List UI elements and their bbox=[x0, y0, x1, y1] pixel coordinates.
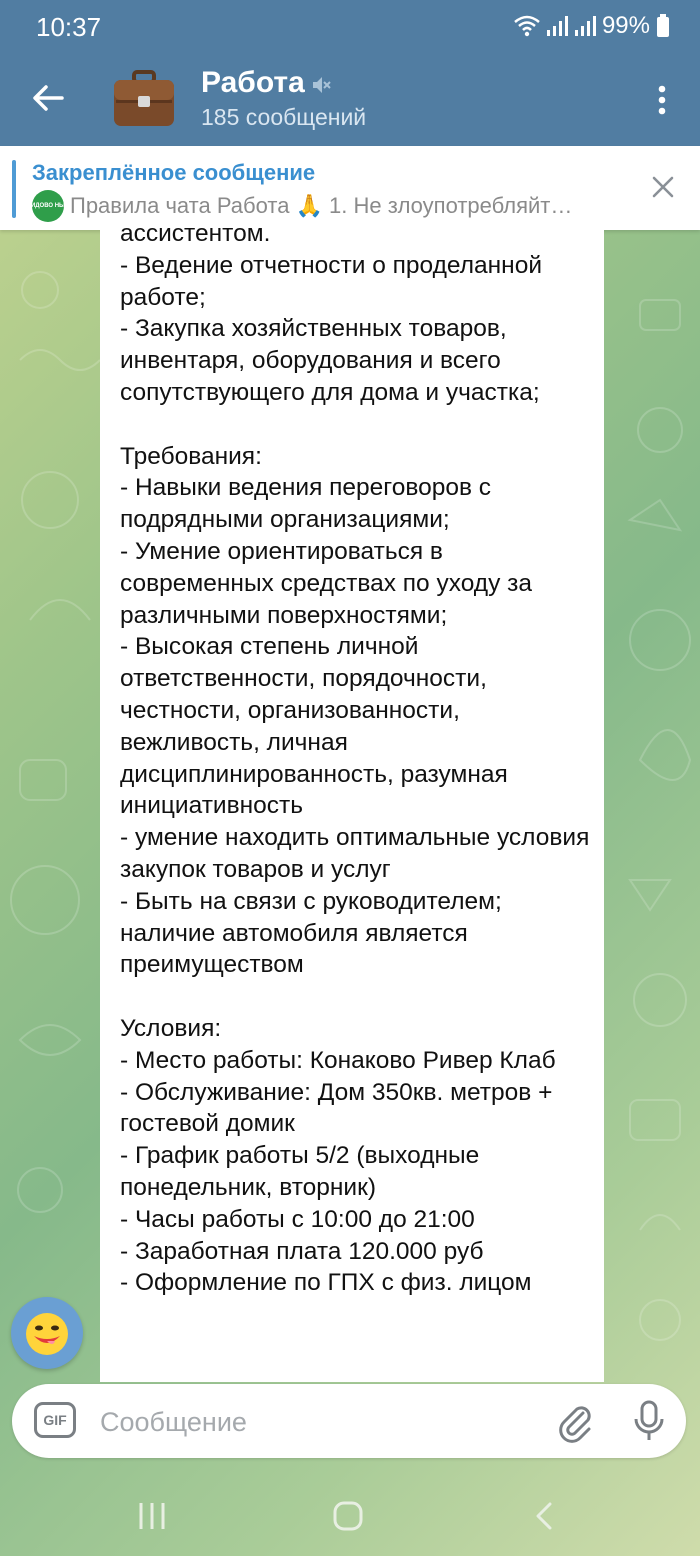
wifi-icon bbox=[514, 15, 540, 37]
signal-icon bbox=[574, 15, 596, 37]
sticker-button[interactable] bbox=[11, 1297, 83, 1369]
pinned-logo: ЗАВИДОВО НЫНЧЕ bbox=[32, 190, 64, 222]
status-icons bbox=[514, 12, 670, 40]
status-time: 10:37 bbox=[36, 12, 102, 42]
back-button[interactable] bbox=[24, 74, 72, 122]
arrow-left-icon bbox=[32, 84, 64, 112]
close-pinned-button[interactable] bbox=[648, 172, 678, 202]
battery-percent: 99% bbox=[601, 12, 650, 39]
message-bubble[interactable] bbox=[100, 220, 604, 1382]
battery-icon bbox=[656, 14, 670, 38]
paperclip-icon bbox=[555, 1401, 595, 1441]
microphone-icon bbox=[633, 1400, 665, 1442]
gif-button[interactable]: GIF bbox=[34, 1402, 76, 1438]
pinned-preview-text: Правила чата Работа 🙏 1. Не злоупотребляйт… bbox=[70, 193, 573, 218]
back-nav-button[interactable] bbox=[514, 1496, 574, 1536]
home-button[interactable] bbox=[318, 1496, 378, 1536]
message-composer bbox=[12, 1384, 686, 1458]
close-icon bbox=[652, 176, 674, 198]
briefcase-icon[interactable] bbox=[110, 66, 178, 134]
message-input[interactable] bbox=[98, 1400, 532, 1444]
chevron-left-icon bbox=[534, 1501, 554, 1531]
message-text: ассистентом. - Ведение отчетности о проделанной работе; - Закупка хозяйственных товаров, инвентаря, оборудования и всего сопутствующего для дома и участка; Требования: - Навыки ведения переговоров с подрядными организациями; - Умение ориентироваться в современных средствах по уходу за различными поверхностями; - Высокая степень личной ответственности, порядочности, честности, организованности, вежливость, личная дисциплинированность, разумная инициативность - умение находить оптимальные условия закупок товаров и услуг - Быть на связи с руководителем; наличие автомобиля является преимуществом Условия: - Место работы: Конаково Ривер Клаб - Обслуживание: Дом 350кв. метров + гостевой домик - График работы 5/2 (выходные понедельник, вторник) - Часы работы с 10:00 до 21:00 - Заработная плата 120.000 руб - Оформление по ГПХ с физ. лицом bbox=[120, 220, 590, 1297]
attach-button[interactable] bbox=[552, 1398, 598, 1444]
chat-title[interactable]: Работа bbox=[201, 66, 305, 99]
recent-apps-button[interactable] bbox=[122, 1496, 182, 1536]
pinned-title: Закреплённое сообщение bbox=[32, 160, 316, 185]
mic-button[interactable] bbox=[626, 1398, 672, 1444]
more-menu-button[interactable] bbox=[644, 78, 680, 122]
chat-header bbox=[0, 52, 700, 146]
pinned-accent-line bbox=[12, 160, 16, 218]
signal-icon bbox=[546, 15, 568, 37]
chat-subtitle: 185 сообщений bbox=[201, 104, 367, 130]
home-icon bbox=[332, 1500, 364, 1532]
emoji-face-icon bbox=[22, 1308, 72, 1358]
more-vertical-icon bbox=[658, 85, 666, 115]
status-bar bbox=[0, 0, 700, 52]
mute-icon bbox=[310, 74, 332, 96]
recent-apps-icon bbox=[137, 1501, 167, 1531]
system-navigation-bar bbox=[0, 1474, 700, 1556]
